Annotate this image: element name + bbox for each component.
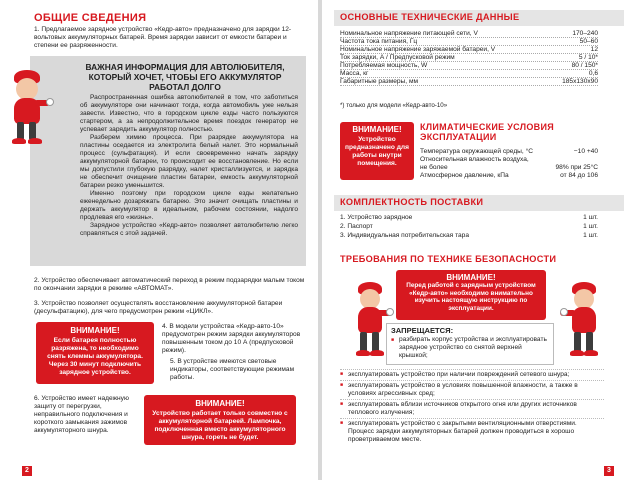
climate-label: Атмосферное давление, кПа	[420, 172, 509, 179]
spec-label: Номинальное напряжение заряжаемой батареи, V	[340, 46, 496, 53]
item-6-text: 6. Устройство имеет надежную защиту от перегрузки, неправильного подключения и короткого замыкания зажимов аккумуляторного шнура.	[34, 395, 129, 434]
climate-value: −10 +40	[573, 148, 598, 155]
kit-title: КОМПЛЕКТНОСТЬ ПОСТАВКИ	[340, 197, 484, 207]
item-4-text: 4. В модели устройства «Кедр-авто-10» предусмотрен режим зарядки аккумуляторов повышенным током до 10 А (предпусковой режим).	[162, 323, 301, 354]
spec-value: 0,6	[588, 70, 598, 77]
safety-list	[340, 368, 604, 444]
spec-value: 5 / 10*	[578, 54, 598, 61]
spec-value: 12	[590, 46, 598, 53]
climate-value: 98% при 25°С	[555, 164, 598, 171]
safety-item: ■ эксплуатировать устройство с закрытыми вентиляционными отверстиями. Процесс зарядки аккумуляторных батарей должен проводиться в хорошо проветриваемом месте.	[340, 418, 604, 444]
climate-value: от 84 до 106	[560, 172, 598, 179]
forbidden-box	[386, 323, 554, 365]
kit-value: 1 шт.	[583, 223, 598, 230]
kit-row	[340, 213, 598, 222]
spec-value: 80 / 150*	[571, 62, 598, 69]
kit-row	[340, 231, 598, 240]
spec-value: 170–240	[572, 30, 598, 37]
spec-label: Потребляемая мощность, W	[340, 62, 428, 69]
callout-paragraph: Распространенная ошибка автолюбителей в том, что заботиться об аккумуляторе они начинают тогда, когда автомобиль уже нельзя завести. Известно, что в городском цикле езды часто пользуются стартером, а за непродолжительное время поездок генератор не успевает зарядить аккумулятор полностью.	[80, 94, 298, 133]
kit-value: 1 шт.	[583, 214, 598, 221]
warning-text: Перед работой с зарядным устройством «Кедр-авто» необходимо внимательно изучить настоящую инструкцию по эксплуатации.	[406, 282, 536, 312]
spec-label: Номинальное напряжение питающей сети, V	[340, 30, 478, 37]
kit-list	[340, 213, 598, 240]
safety-item: ■ эксплуатировать вблизи источников открытого огня или других источников теплового излучения;	[340, 399, 604, 417]
spec-row	[340, 38, 598, 46]
climate-list	[420, 148, 598, 180]
spec-row	[340, 62, 598, 70]
specs-section-bar	[334, 10, 624, 26]
spec-row	[340, 46, 598, 54]
climate-row	[420, 172, 598, 180]
warning-text: Устройство работает только совместно с аккумуляторной батареей. Лампочка, подключенная вместо аккумуляторного шнура, гореть не будет.	[152, 410, 288, 441]
warning-box-manual	[396, 270, 546, 320]
callout-text	[80, 94, 298, 238]
intro-paragraph: 1. Предлагаемое зарядное устройство «Кедр-авто» предназначено для зарядки 12-вольтовых аккумуляторных батарей. Время зарядки зависит от емкости батареи и степени ее разряженности.	[34, 26, 292, 49]
mascot-illustration	[560, 282, 608, 362]
warning-title: ВНИМАНИЕ!	[352, 125, 402, 134]
safety-title: ТРЕБОВАНИЯ ПО ТЕХНИКЕ БЕЗОПАСНОСТИ	[340, 254, 557, 264]
warning-box-indoor	[340, 122, 414, 180]
specs-title: ОСНОВНЫЕ ТЕХНИЧЕСКИЕ ДАННЫЕ	[340, 12, 520, 22]
kit-section-bar	[334, 195, 624, 211]
left-page	[0, 0, 318, 480]
mascot-illustration	[4, 70, 54, 150]
climate-title: КЛИМАТИЧЕСКИЕ УСЛОВИЯ ЭКСПЛУАТАЦИИ	[420, 122, 555, 142]
forbidden-title: ЗАПРЕЩАЕТСЯ:	[391, 326, 454, 335]
spec-row	[340, 70, 598, 78]
spec-row	[340, 54, 598, 62]
callout-paragraph: Разберем химию процесса. При разрядке аккумулятора на пластины оседается из электролита белый налет. Это нормальный процесс (сульфатация). И если своевременно начать зарядку аккумуляторной батареи, то происходит ее восстановление. Но если мы допустили глубокую разрядку, налет кристаллизуется, и зарядка не обеспечит очищение пластин батареи, емкость аккумуляторной батареи резко уменьшится.	[80, 134, 298, 189]
warning-title: ВНИМАНИЕ!	[195, 399, 245, 408]
kit-value: 1 шт.	[583, 232, 598, 239]
page-number-left: 2	[22, 466, 32, 476]
important-info-callout	[30, 56, 306, 266]
spec-row	[340, 78, 598, 86]
callout-paragraph: Зарядное устройство «Кедр-авто» позволяет автолюбителю легко справляться с этой задачей.	[80, 222, 298, 237]
spec-label: Габаритные размеры, мм	[340, 78, 419, 85]
callout-title: ВАЖНАЯ ИНФОРМАЦИЯ ДЛЯ АВТОЛЮБИТЕЛЯ, КОТОРЫЙ ХОЧЕТ, ЧТОБЫ ЕГО АККУМУЛЯТОР РАБОТАЛ ДОЛГО	[85, 62, 285, 92]
warning-title: ВНИМАНИЕ!	[446, 273, 496, 282]
item-3-text: 3. Устройство позволяет осуществлять восстановление аккумуляторной батареи (десульфатацию), для чего предусмотрен режим «ЦИКЛ».	[34, 300, 283, 315]
spec-label: Частота тока питания, Гц	[340, 38, 418, 45]
warning-box-battery	[36, 322, 154, 384]
climate-label: Температура окружающей среды, °С	[420, 148, 533, 155]
spec-label: Масса, кг	[340, 70, 369, 77]
warning-title: ВНИМАНИЕ!	[70, 326, 120, 335]
safety-item: ■ эксплуатировать устройство в условиях повышенной влажности, а также в условиях агрессивных сред;	[340, 380, 604, 398]
warning-text: Если батарея полностью разряжена, то необходимо снять клеммы аккумулятора. Через 30 минут подключить зарядное устройство.	[47, 337, 143, 376]
specs-footnote: *) только для модели «Кедр-авто-10»	[340, 102, 448, 109]
spec-value: 50–60	[579, 38, 598, 45]
climate-row	[420, 156, 598, 164]
safety-item: ■ эксплуатировать устройство при наличии повреждений сетевого шнура;	[340, 369, 604, 379]
item-5-text: 5. В устройстве имеются световые индикаторы, соответствующие режимам работы.	[170, 358, 295, 381]
page-gutter	[318, 0, 322, 480]
spec-value: 185х130х90	[562, 78, 598, 85]
kit-label: 2. Паспорт	[340, 223, 373, 230]
forbidden-item: ■ разбирать корпус устройства и эксплуатировать зарядное устройство со снятой верхней крышкой;	[391, 336, 551, 360]
page-number-right: 3	[604, 466, 614, 476]
kit-label: 3. Индивидуальная потребительская тара	[340, 232, 470, 239]
climate-row	[420, 148, 598, 156]
kit-label: 1. Устройство зарядное	[340, 214, 413, 221]
specs-table	[340, 30, 598, 86]
item-2-text: 2. Устройство обеспечивает автоматический переход в режим подзарядки малым током по окончании зарядки в режиме «АВТОМАТ».	[34, 277, 305, 292]
kit-row	[340, 222, 598, 231]
climate-label: не более	[420, 164, 448, 171]
spec-label: Ток зарядки, А / Предпусковой режим	[340, 54, 455, 61]
climate-label: Относительная влажность воздуха,	[420, 156, 529, 163]
warning-text: Устройство предназначено для работы внутри помещения.	[345, 136, 409, 167]
general-info-title: ОБЩИЕ СВЕДЕНИЯ	[34, 12, 147, 24]
forbidden-items	[391, 336, 551, 360]
warning-box-lamp	[144, 395, 296, 445]
callout-paragraph: Именно поэтому при городском цикле езды желательно еженедельно дозаряжать батарею. Это значит очищать пластины и держать аккумулятор в идеальном, рабочем состоянии, надолго продлевая его «жизнь».	[80, 190, 298, 221]
climate-row	[420, 164, 598, 172]
spec-row	[340, 30, 598, 38]
